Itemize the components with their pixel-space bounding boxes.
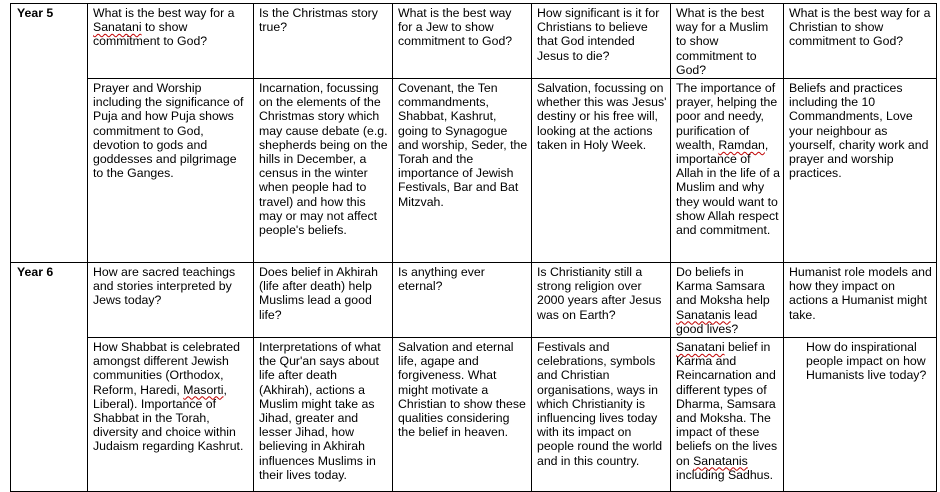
year5-content-5: The importance of prayer, helping the poor and needy, purification of wealth, Ramdan, importance of Allah in the life of a Muslim and why they would want to show Allah respect and commitment. [671,79,784,263]
year6-question-4: Is Christianity still a strong religion over 2000 years after Jesus was on Earth? [532,263,671,338]
year6-content-5: Sanatani belief in Karma and Reincarnation and different types of Dharma, Samsara and Moksha. The impact of these beliefs on the lives on Sanatanis including Sadhus. [671,338,784,492]
year5-content-4: Salvation, focussing on whether this was Jesus' destiny or his free will, looking at the actions taken in Holy Week. [532,79,671,263]
year5-question-2: Is the Christmas story true? [254,4,393,79]
year5-question-3: What is the best way for a Jew to show commitment to God? [393,4,532,79]
year5-content-2: Incarnation, focussing on the elements of the Christmas story which may cause debate (e.g. shepherds being on the hills in December, a census in the winter when people had to travel) and how this may or may not affect people's beliefs. [254,79,393,263]
year6-question-3: Is anything ever eternal? [393,263,532,338]
re-curriculum-table [10,3,937,492]
curriculum-table-page [10,3,936,488]
year5-content-6: Beliefs and practices including the 10 Commandments, Love your neighbour as yourself, charity work and prayer and worship practices. [784,79,937,263]
year6-content-2: Interpretations of what the Qur'an says about life after death (Akhirah), actions a Muslim might take as Jihad, greater and lesser Jihad, how believing in Akhirah influences Muslims in their lives today. [254,338,393,492]
year6-label: Year 6 [11,263,88,492]
year5-question-1: What is the best way for a Sanatani to show commitment to God? [88,4,254,79]
year6-content-3: Salvation and eternal life, agape and forgiveness. What might motivate a Christian to show these qualities considering the belief in heaven. [393,338,532,492]
year5-question-5: What is the best way for a Muslim to show commitment to God? [671,4,784,79]
year6-content-4: Festivals and celebrations, symbols and Christian organisations, ways in which Christianity is influencing lives today with its impact on people round the world and in this country. [532,338,671,492]
year6-question-5: Do beliefs in Karma Samsara and Moksha help Sanatanis lead good lives? [671,263,784,338]
year5-label: Year 5 [11,4,88,263]
year5-content-row [11,79,937,263]
year5-content-1: Prayer and Worship including the significance of Puja and how Puja shows commitment to God, devotion to gods and goddesses and pilgrimage to the Ganges. [88,79,254,263]
year5-question-6: What is the best way for a Christian to show commitment to God? [784,4,937,79]
year6-content-1: How Shabbat is celebrated amongst different Jewish communities (Orthodox, Reform, Haredi, Masorti, Liberal). Importance of Shabbat in the Torah, diversity and choice within Judaism regarding Kashrut. [88,338,254,492]
year6-question-2: Does belief in Akhirah (life after death) help Muslims lead a good life? [254,263,393,338]
year5-content-3: Covenant, the Ten commandments, Shabbat, Kashrut, going to Synagogue and worship, Seder, the Torah and the importance of Jewish Festivals, Bar and Bat Mitzvah. [393,79,532,263]
year6-content-row [11,338,937,492]
year6-content-6: How do inspirational people impact on how Humanists live today? [784,338,937,492]
year6-question-1: How are sacred teachings and stories interpreted by Jews today? [88,263,254,338]
year5-question-4: How significant is it for Christians to believe that God intended Jesus to die? [532,4,671,79]
year6-question-6: Humanist role models and how they impact on actions a Humanist might take. [784,263,937,338]
year6-question-row [11,263,937,338]
year5-question-row [11,4,937,79]
